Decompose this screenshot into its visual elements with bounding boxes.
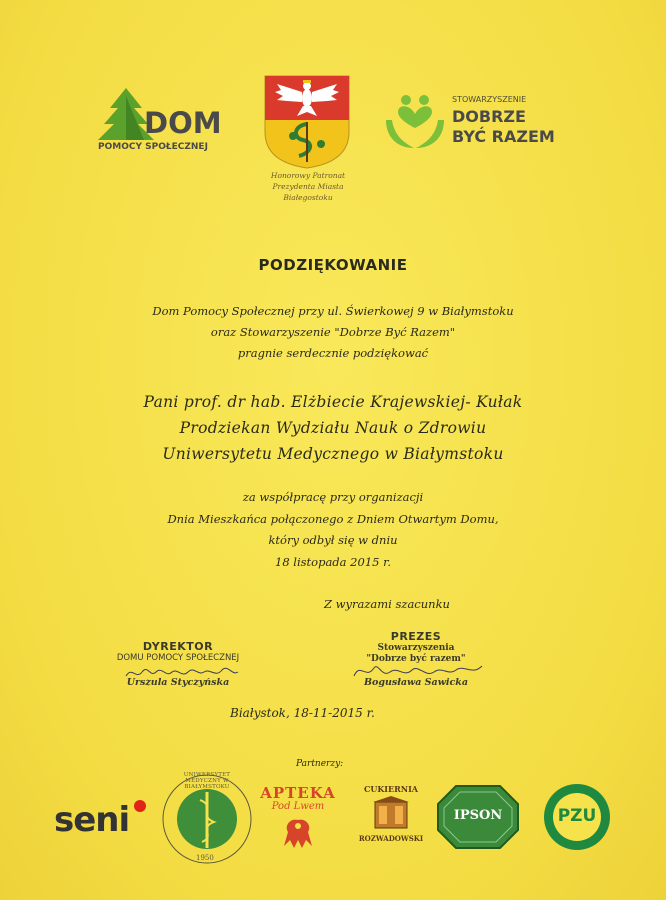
- umb-ring-text: UNIWERSYTET MEDYCZNY W BIAŁYMSTOKU: [183, 772, 231, 790]
- apteka-subtitle: Pod Lwem: [271, 801, 325, 812]
- association-name-line2: BYĆ RAZEM: [452, 127, 555, 146]
- reason-line: za współpracę przy organizacji: [242, 490, 424, 504]
- cukiernia-subtitle: ROZWADOWSKI: [358, 834, 424, 843]
- president-signature-block: [344, 630, 488, 688]
- closing-phrase: Z wyrazami szacunku: [324, 597, 450, 611]
- city-coat-of-arms: [263, 74, 351, 170]
- recipient-block: [0, 389, 666, 467]
- apteka-pod-lwem-logo: [256, 784, 340, 854]
- dom-word: DOM: [144, 106, 222, 140]
- partners-label: Partnerzy:: [296, 759, 344, 769]
- lion-icon: [276, 816, 320, 850]
- president-organization-line1: Stowarzyszenia: [377, 643, 455, 653]
- ipson-logo: [436, 784, 520, 850]
- director-name: Urszula Styczyńska: [126, 677, 230, 688]
- association-name-line1: DOBRZE: [452, 107, 526, 126]
- cukiernia-rozwadowski-logo: [352, 784, 430, 850]
- director-signature-block: [108, 640, 248, 688]
- dobrze-byc-razem-logo: [380, 90, 450, 154]
- president-title: PREZES: [390, 630, 442, 643]
- intro-line: Dom Pomocy Społecznej przy ul. Świerkowej 9 w Białymstoku: [152, 304, 514, 318]
- president-name: Bogusława Sawicka: [363, 677, 469, 688]
- seni-logo: [52, 798, 156, 842]
- recipient-line: Prodziekan Wydziału Nauk o Zdrowiu: [179, 419, 487, 437]
- intro-line: oraz Stowarzyszenie "Dobrze Być Razem": [210, 325, 456, 339]
- reason-line: który odbył się w dniu: [268, 533, 398, 547]
- recipient-line: Uniwersytetu Medycznego w Białymstoku: [162, 445, 504, 463]
- pzu-logo: [540, 780, 614, 854]
- recipient-line: Pani prof. dr hab. Elżbiecie Krajewskiej- Kułak: [143, 393, 523, 411]
- patronage-caption-line: Honorowy Patronat: [270, 171, 346, 180]
- director-handwritten-signature: [122, 662, 242, 684]
- director-title: DYREKTOR: [142, 640, 214, 653]
- hands-heart-icon: [380, 90, 450, 154]
- coat-of-arms-icon: [263, 74, 351, 170]
- association-name: [452, 107, 555, 147]
- president-organization-line2: "Dobrze być razem": [366, 654, 466, 664]
- patronage-caption: [250, 170, 366, 203]
- director-organization: DOMU POMOCY SPOŁECZNEJ: [116, 653, 240, 663]
- intro-paragraph: [0, 301, 666, 364]
- dom-subtitle: POMOCY SPOŁECZNEJ: [98, 142, 208, 152]
- ipson-wordmark: IPSON: [453, 808, 503, 823]
- seni-wordmark: seni: [54, 800, 130, 840]
- document-title: PODZIĘKOWANIE: [258, 256, 408, 274]
- president-handwritten-signature: [348, 660, 488, 684]
- association-label: STOWARZYSZENIE: [452, 95, 527, 104]
- reason-line: 18 listopada 2015 r.: [275, 554, 391, 569]
- apteka-title: APTEKA: [260, 784, 336, 802]
- dom-pomocy-spolecznej-logo: [96, 86, 222, 158]
- pastry-stand-icon: [371, 796, 411, 830]
- patronage-caption-line: Prezydenta Miasta: [272, 182, 344, 191]
- reason-paragraph: [0, 487, 666, 573]
- cukiernia-title: CUKIERNIA: [363, 784, 419, 794]
- place-and-date: Białystok, 18-11-2015 r.: [230, 706, 375, 720]
- pzu-wordmark: PZU: [557, 806, 597, 826]
- intro-line: pragnie serdecznie podziękować: [237, 346, 429, 360]
- reason-line: Dnia Mieszkańca połączonego z Dniem Otwartym Domu,: [167, 511, 499, 526]
- umb-year: 1950: [196, 854, 214, 862]
- patronage-caption-line: Białegostoku: [283, 193, 333, 202]
- umb-logo: [160, 772, 254, 866]
